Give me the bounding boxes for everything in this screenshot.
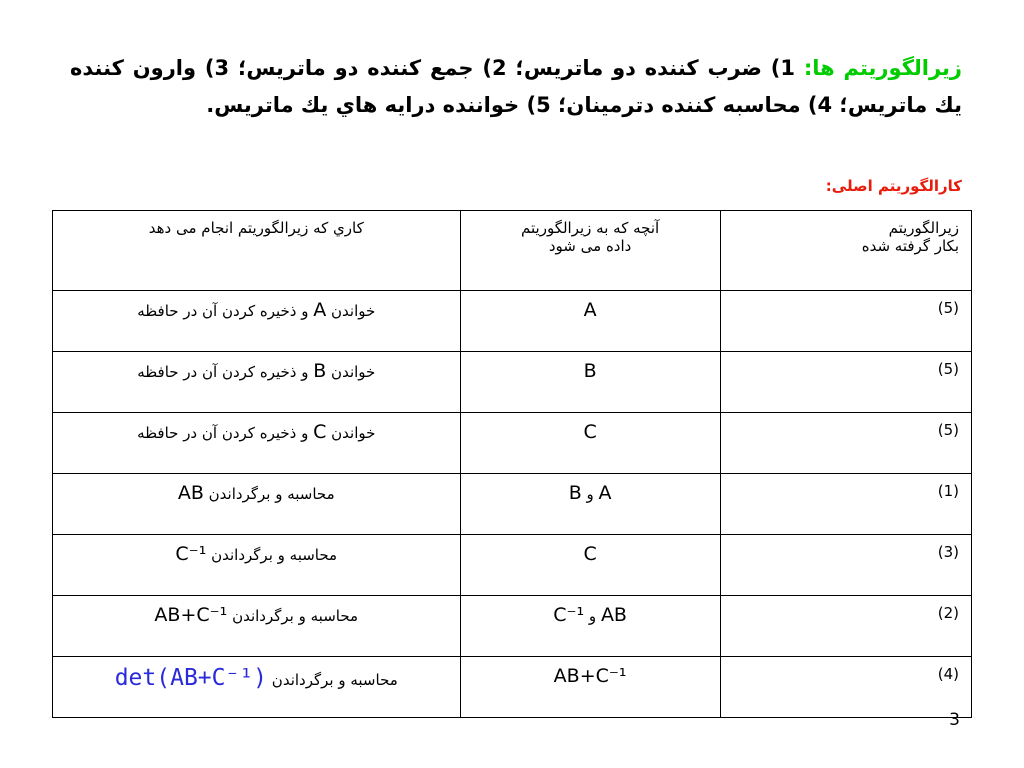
action-formula: C bbox=[313, 421, 327, 443]
header-input-line1: آنچه كه به زيرالگوريتم bbox=[521, 219, 660, 237]
cell-input bbox=[460, 352, 720, 413]
input-part: و bbox=[584, 607, 601, 625]
cell-subalgorithm-id bbox=[720, 596, 971, 657]
intro-body: 1) ضرب كننده دو ماتريس؛ 2) جمع كننده دو ماتريس؛ 3) وارون كننده يك ماتريس؛ 4) محاسبه كننده دترمينان؛ 5) خواننده درايه هاي يك ماتريس. bbox=[70, 56, 962, 117]
action-formula: C⁻¹ bbox=[175, 543, 207, 565]
action-formula: B bbox=[313, 360, 327, 382]
input-part: A bbox=[598, 482, 612, 504]
table-row bbox=[53, 291, 972, 352]
input-part: C⁻¹ bbox=[553, 604, 585, 626]
action-text: محاسبه و برگرداندن bbox=[227, 607, 359, 625]
action-formula: det(AB+C⁻¹) bbox=[114, 665, 268, 691]
cell-subalgorithm-id bbox=[720, 291, 971, 352]
subalgorithm-id: (3) bbox=[937, 543, 959, 561]
subalgorithm-id: (5) bbox=[937, 421, 959, 439]
cell-input bbox=[460, 474, 720, 535]
action-text-tail: و ذخيره كردن آن در حافظه bbox=[137, 363, 314, 381]
input-part: AB bbox=[600, 604, 627, 626]
action-text-tail: و ذخيره كردن آن در حافظه bbox=[137, 302, 314, 320]
cell-subalgorithm-id bbox=[720, 657, 971, 718]
input-part: A bbox=[583, 299, 597, 321]
cell-subalgorithm-id bbox=[720, 535, 971, 596]
cell-input bbox=[460, 413, 720, 474]
cell-input bbox=[460, 657, 720, 718]
action-text: خواندن bbox=[326, 363, 376, 381]
header-subalgorithm bbox=[720, 211, 971, 291]
cell-subalgorithm-id bbox=[720, 352, 971, 413]
action-text: خواندن bbox=[326, 424, 376, 442]
header-subalgorithm-line1: زيرالگوريتم bbox=[888, 219, 959, 237]
subalgorithm-table bbox=[52, 210, 972, 718]
subalgorithm-id: (4) bbox=[937, 665, 959, 683]
cell-input bbox=[460, 291, 720, 352]
action-formula: AB+C⁻¹ bbox=[154, 604, 228, 626]
input-part: B bbox=[568, 482, 582, 504]
section-subheading: كارالگوريتم اصلی: bbox=[825, 177, 962, 195]
action-text-tail: و ذخيره كردن آن در حافظه bbox=[137, 424, 314, 442]
input-part: C bbox=[583, 543, 597, 565]
cell-action bbox=[53, 657, 461, 718]
table-row bbox=[53, 657, 972, 718]
cell-input bbox=[460, 535, 720, 596]
action-text: محاسبه و برگرداندن bbox=[267, 671, 398, 689]
subalgorithm-id: (2) bbox=[937, 604, 959, 622]
subalgorithm-id: (1) bbox=[937, 482, 959, 500]
header-input-line2: داده می شود bbox=[548, 237, 632, 255]
input-part: و bbox=[581, 485, 599, 503]
header-input bbox=[460, 211, 720, 291]
header-action bbox=[53, 211, 461, 291]
table-body bbox=[53, 291, 972, 718]
header-subalgorithm-line2: بكار گرفته شده bbox=[861, 237, 959, 255]
intro-lead: زيرالگوريتم ها: bbox=[803, 56, 963, 80]
header-action-text: كاري كه زيرالگوريتم انجام می دهد bbox=[148, 219, 364, 237]
cell-action bbox=[53, 596, 461, 657]
action-formula: A bbox=[313, 299, 327, 321]
input-part: B bbox=[583, 360, 597, 382]
table-row bbox=[53, 474, 972, 535]
cell-action bbox=[53, 474, 461, 535]
action-text: محاسبه و برگرداندن bbox=[206, 546, 338, 564]
cell-action bbox=[53, 291, 461, 352]
action-formula: AB bbox=[177, 482, 204, 504]
cell-subalgorithm-id bbox=[720, 474, 971, 535]
intro-paragraph bbox=[70, 50, 962, 124]
cell-action bbox=[53, 535, 461, 596]
page-number: 3 bbox=[949, 710, 960, 730]
action-text: محاسبه و برگرداندن bbox=[203, 485, 335, 503]
input-part: AB+C⁻¹ bbox=[553, 665, 627, 687]
table-row bbox=[53, 352, 972, 413]
table-header-row bbox=[53, 211, 972, 291]
table-row bbox=[53, 535, 972, 596]
table-row bbox=[53, 413, 972, 474]
cell-action bbox=[53, 352, 461, 413]
table-row bbox=[53, 596, 972, 657]
cell-subalgorithm-id bbox=[720, 413, 971, 474]
subalgorithm-id: (5) bbox=[937, 360, 959, 378]
action-text: خواندن bbox=[326, 302, 376, 320]
cell-action bbox=[53, 413, 461, 474]
cell-input bbox=[460, 596, 720, 657]
subalgorithm-id: (5) bbox=[937, 299, 959, 317]
input-part: C bbox=[583, 421, 597, 443]
